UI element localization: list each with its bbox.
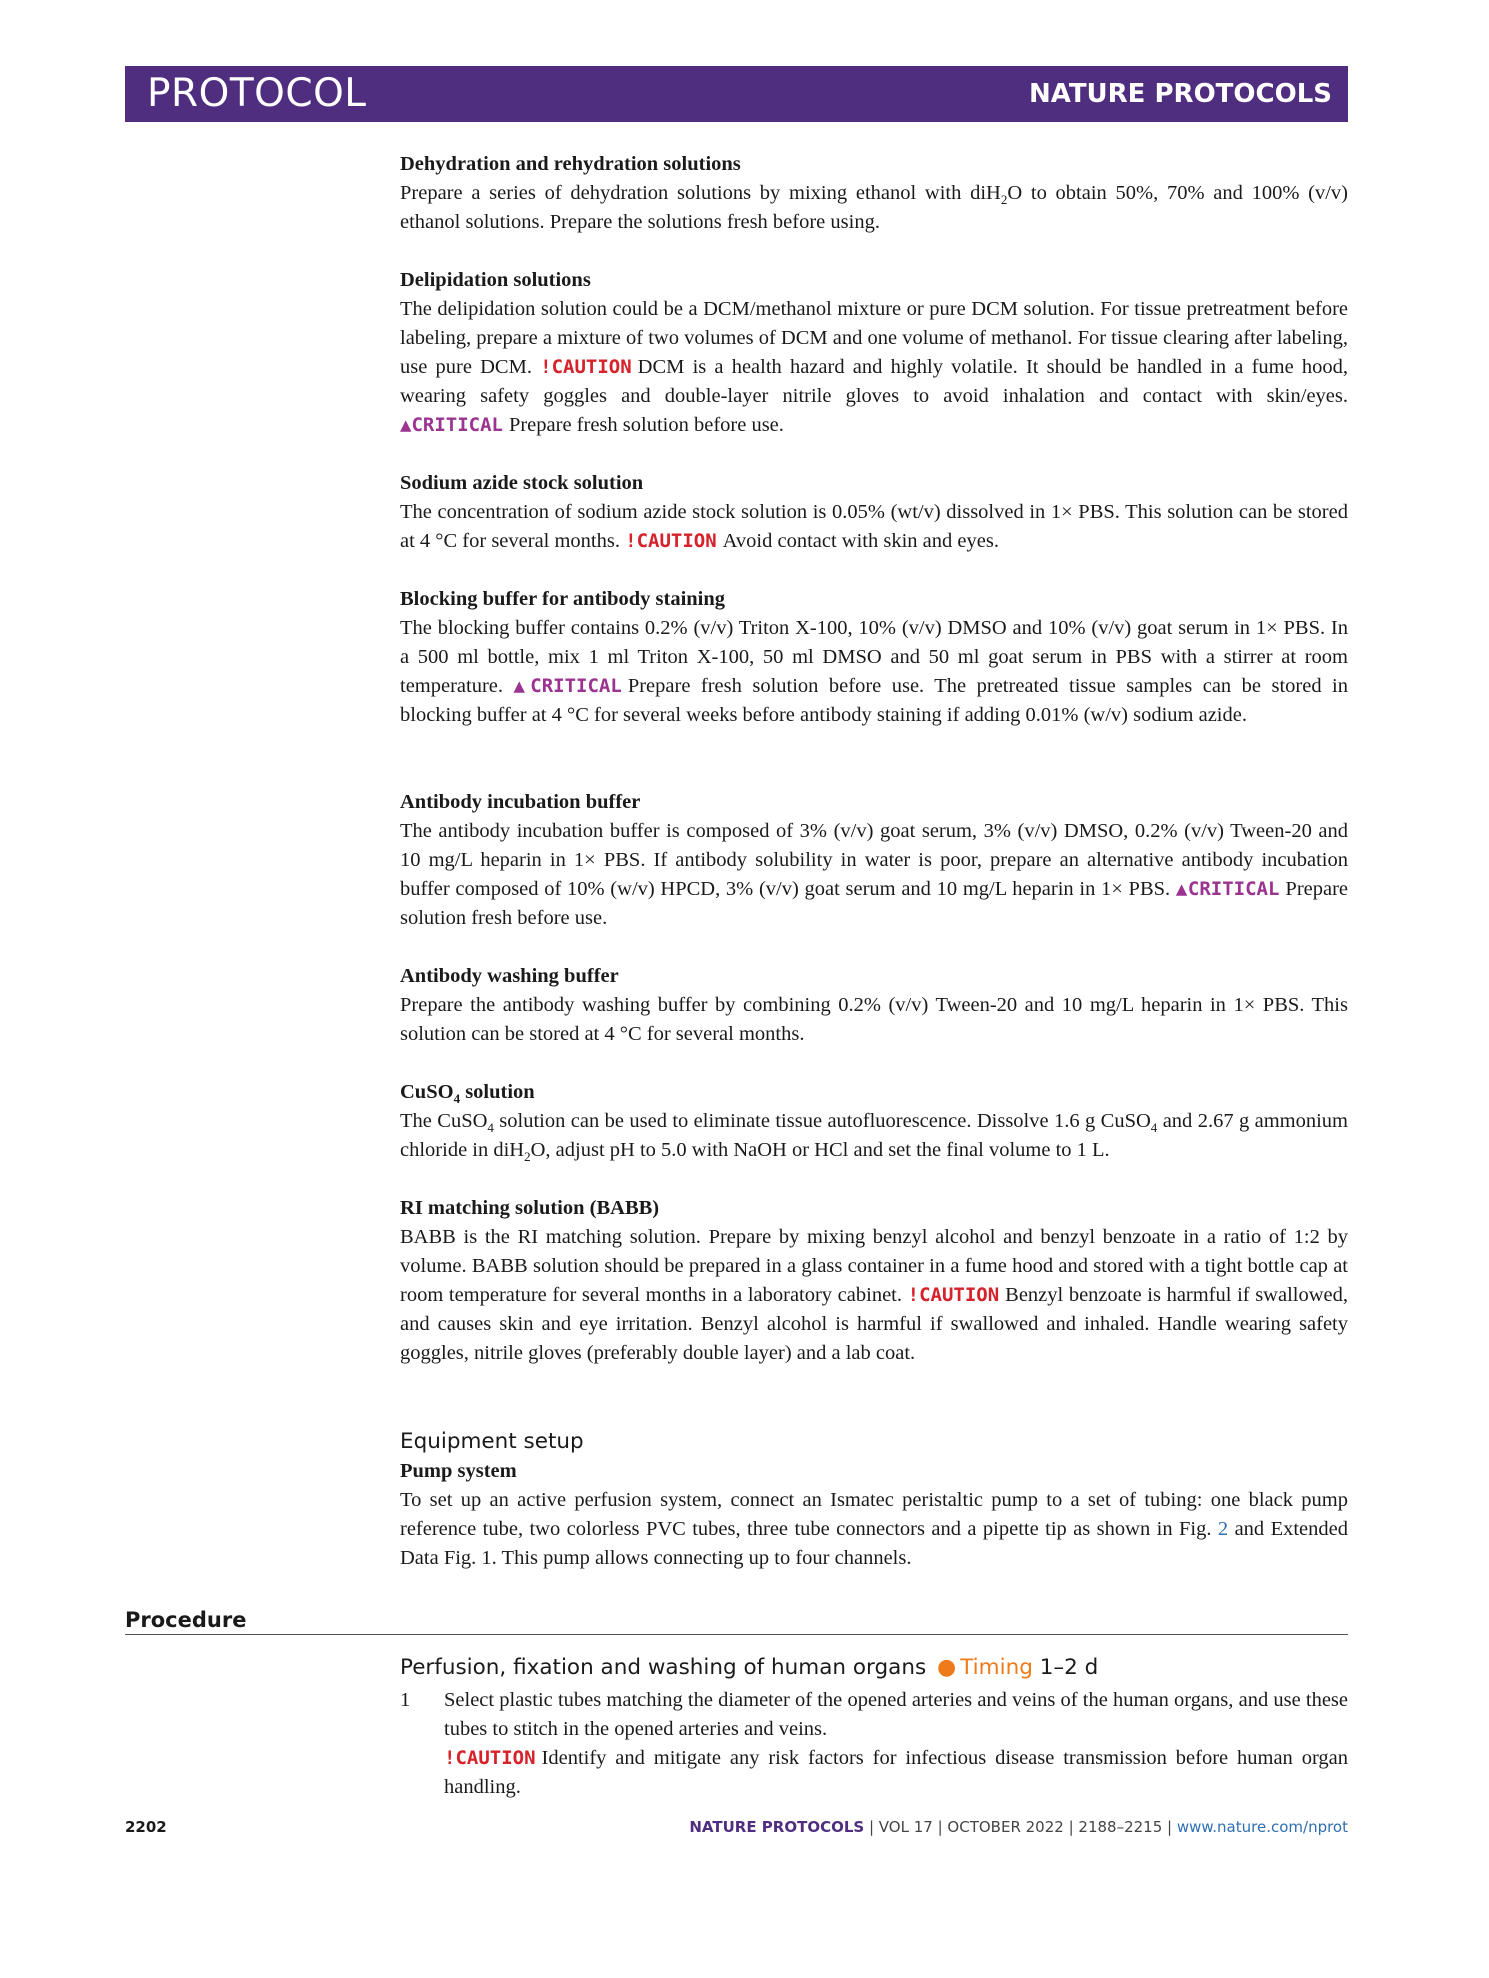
section-title: Delipidation solutions	[400, 269, 591, 291]
timing-value: 1–2 d	[1039, 1655, 1099, 1680]
section-pump-system	[400, 1457, 1348, 1573]
section-body: The delipidation solution could be a DCM/methanol mixture or pure DCM solution. For tissue pretreatment before labeling, prepare a mixture of two volumes of DCM and one volume of methanol. For tissue clearing after labeling, use pure DCM. !CAUTION DCM is a health hazard and highly volatile. It should be handled in a fume hood, wearing safety goggles and double-layer nitrile gloves to avoid inhalation and contact with skin/eyes. ▲CRITICAL Prepare fresh solution before use.	[400, 298, 1348, 436]
section-title: Pump system	[400, 1460, 517, 1482]
caution-flag: !CAUTION	[540, 356, 632, 378]
section-body: The CuSO$_4$ solution can be used to eliminate tissue autofluorescence. Dissolve 1.6 g CuSO$_4$ and 2.67 g ammonium chloride in diH$_2$O, adjust pH to 5.0 with NaOH or HCl and set the final volume to 1 L.	[400, 1110, 1348, 1165]
critical-flag: ▲CRITICAL	[1175, 878, 1280, 900]
running-header	[125, 66, 1348, 122]
section-dehydration	[400, 150, 1348, 237]
section-title: CuSO$_4$ solution	[400, 1081, 535, 1107]
critical-flag: ▲CRITICAL	[513, 675, 622, 697]
step-body	[444, 1686, 1348, 1802]
section-babb	[400, 1194, 1348, 1368]
procedure-label: Procedure	[125, 1608, 247, 1632]
timing-dot-icon: ●	[937, 1655, 957, 1680]
section-blocking-buffer	[400, 585, 1348, 730]
section-body: The blocking buffer contains 0.2% (v/v) Triton X-100, 10% (v/v) DMSO and 10% (v/v) goat serum in 1× PBS. In a 500 ml bottle, mix 1 ml Triton X-100, 50 ml DMSO and 50 ml goat serum in PBS with a stirrer at room temperature. ▲CRITICAL Prepare fresh solution before use. The pretreated tissue samples can be stored in blocking buffer at 4 °C for several weeks before antibody staining if adding 0.01% (w/v) sodium azide.	[400, 617, 1349, 726]
section-title: RI matching solution (BABB)	[400, 1197, 660, 1219]
section-body: Prepare the antibody washing buffer by combining 0.2% (v/v) Tween-20 and 10 mg/L heparin in 1× PBS. This solution can be stored at 4 °C for several months.	[400, 994, 1348, 1045]
section-delipidation	[400, 266, 1348, 440]
equipment-setup-heading: Equipment setup	[400, 1429, 584, 1454]
section-washing-buffer	[400, 962, 1348, 1049]
section-body: To set up an active perfusion system, connect an Ismatec peristaltic pump to a set of tubing: one black pump reference tube, two colorless PVC tubes, three tube connectors and a pipette tip as shown in Fig. 2 and Extended Data Fig. 1. This pump allows connecting up to four channels.	[400, 1489, 1348, 1569]
section-title: Sodium azide stock solution	[400, 472, 644, 494]
footer-citation: NATURE PROTOCOLS | VOL 17 | OCTOBER 2022 | 2188–2215 | www.nature.com/nprot	[689, 1818, 1348, 1836]
section-body: BABB is the RI matching solution. Prepare by mixing benzyl alcohol and benzyl benzoate in a ratio of 1:2 by volume. BABB solution should be prepared in a glass container in a fume hood and stored with a tight bottle cap at room temperature for several months in a laboratory cabinet. !CAUTION Benzyl benzoate is harmful if swallowed, and causes skin and eye irritation. Benzyl alcohol is harmful if swallowed and inhaled. Handle wearing safety goggles, nitrile gloves (preferably double layer) and a lab coat.	[400, 1226, 1349, 1364]
section-title: Antibody incubation buffer	[400, 791, 641, 813]
caution-flag: !CAUTION	[444, 1747, 536, 1769]
procedure-divider	[125, 1634, 1348, 1635]
section-body: The antibody incubation buffer is composed of 3% (v/v) goat serum, 3% (v/v) DMSO, 0.2% (v/v) Tween-20 and 10 mg/L heparin in 1× PBS. If antibody solubility in water is poor, prepare an alternative antibody incubation buffer composed of 10% (w/v) HPCD, 3% (v/v) goat serum and 10 mg/L heparin in 1× PBS. ▲CRITICAL Prepare solution fresh before use.	[400, 820, 1349, 929]
section-body: The concentration of sodium azide stock solution is 0.05% (wt/v) dissolved in 1× PBS. This solution can be stored at 4 °C for several months. !CAUTION Avoid contact with skin and eyes.	[400, 501, 1348, 552]
section-sodium-azide	[400, 469, 1348, 556]
critical-flag: ▲CRITICAL	[400, 414, 503, 436]
header-section-label: PROTOCOL	[147, 71, 367, 116]
figure-link[interactable]: 2	[1217, 1518, 1229, 1540]
timing-label: Timing	[960, 1655, 1033, 1680]
section-title: Antibody washing buffer	[400, 965, 619, 987]
section-body: Prepare a series of dehydration solutions by mixing ethanol with diH$_2$O to obtain 50%, 70% and 100% (v/v) ethanol solutions. Prepare the solutions fresh before using.	[400, 182, 1349, 233]
step-number: 1	[400, 1689, 411, 1711]
caution-flag: !CAUTION	[625, 530, 717, 552]
header-journal-name: NATURE PROTOCOLS	[1028, 79, 1332, 109]
section-cuso4	[400, 1078, 1348, 1165]
step-text: Select plastic tubes matching the diameter of the opened arteries and veins of the human organs, and use these tubes to stitch in the opened arteries and veins.	[444, 1689, 1348, 1740]
section-incubation-buffer	[400, 788, 1348, 933]
caution-flag: !CAUTION	[907, 1284, 1000, 1306]
journal-url-link[interactable]: www.nature.com/nprot	[1176, 1818, 1348, 1836]
page-number: 2202	[125, 1818, 167, 1836]
section-title: Blocking buffer for antibody staining	[400, 588, 726, 610]
step-group-title: Perfusion, fixation and washing of human organs ● Timing 1–2 d	[400, 1655, 1099, 1680]
section-title: Dehydration and rehydration solutions	[400, 153, 741, 175]
step-caution: !CAUTION Identify and mitigate any risk factors for infectious disease transmission before human organ handling.	[444, 1747, 1348, 1798]
